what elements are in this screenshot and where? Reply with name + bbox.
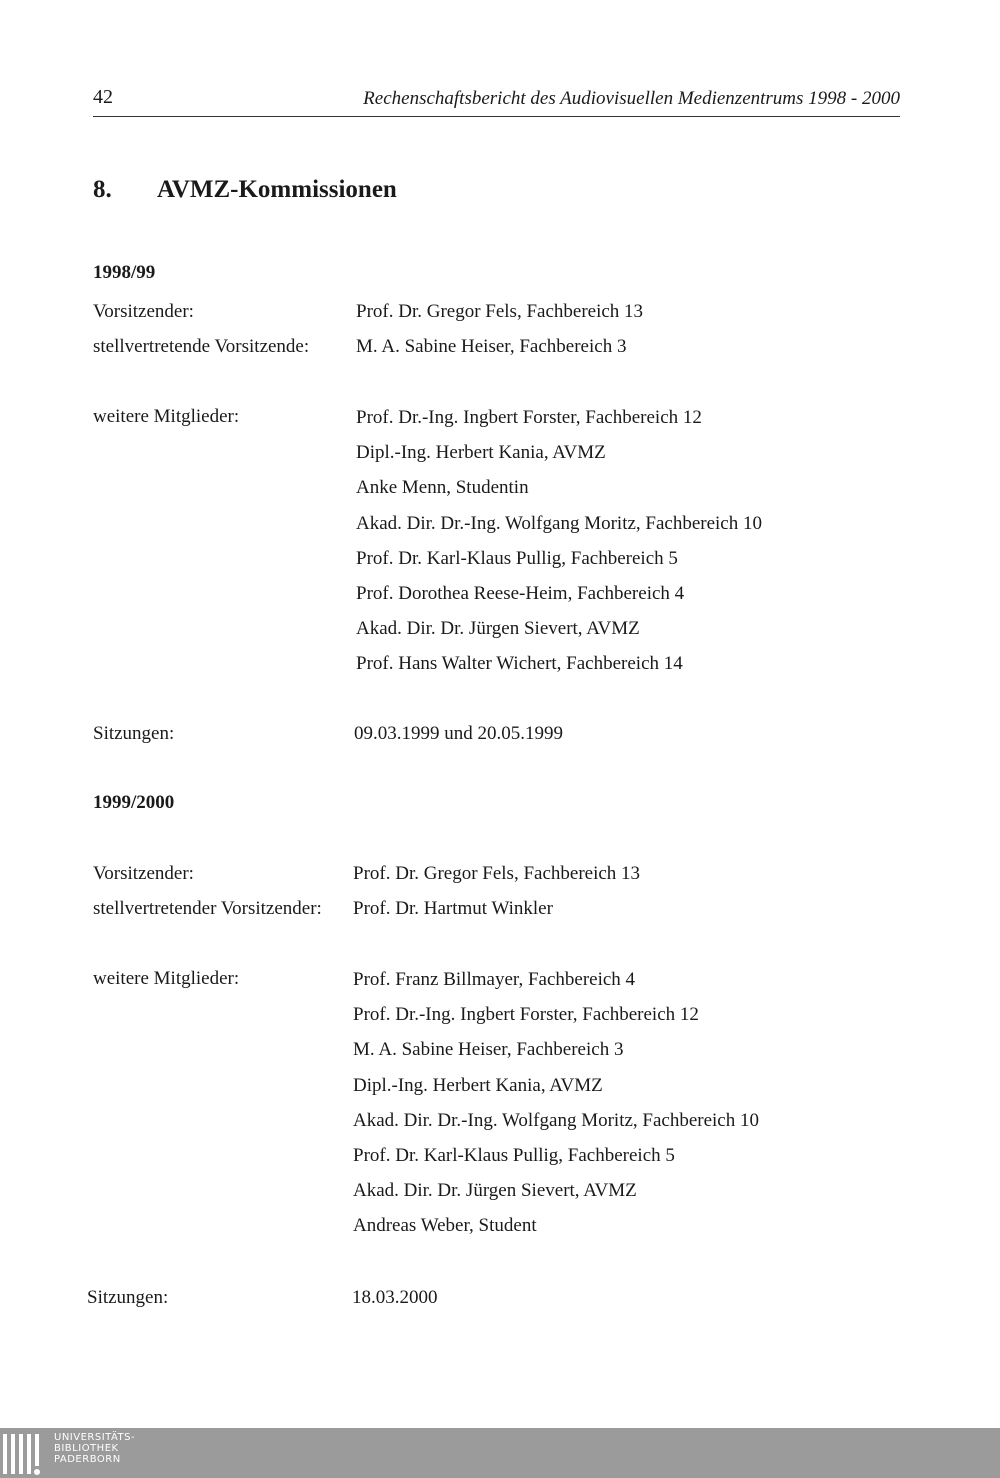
list-item: Prof. Dr. Karl-Klaus Pullig, Fachbereich 5	[356, 547, 678, 569]
year-heading-1999-2000: 1999/2000	[93, 792, 175, 813]
vice-chair-value: Prof. Dr. Hartmut Winkler	[353, 898, 553, 919]
library-logo-icon	[2, 1432, 48, 1476]
section-number: 8.	[93, 176, 112, 203]
logo-line-3: PADERBORN	[54, 1454, 121, 1465]
members-label: weitere Mitglieder:	[93, 406, 240, 427]
running-title: Rechenschaftsbericht des Audiovisuellen Medienzentrums 1998 - 2000	[363, 88, 900, 109]
list-item: Prof. Franz Billmayer, Fachbereich 4	[353, 969, 636, 990]
list-item: Dipl.-Ing. Herbert Kania, AVMZ	[353, 1074, 603, 1096]
list-item: M. A. Sabine Heiser, Fachbereich 3	[353, 1039, 624, 1061]
logo-line-2: BIBLIOTHEK	[54, 1443, 119, 1454]
list-item: Akad. Dir. Dr.-Ing. Wolfgang Moritz, Fachbereich 10	[356, 512, 762, 534]
page-number: 42	[93, 86, 113, 108]
members-label: weitere Mitglieder:	[93, 968, 240, 989]
page-header	[93, 84, 900, 117]
section-heading: AVMZ-Kommissionen	[157, 176, 397, 203]
year-heading-1998-99: 1998/99	[93, 262, 156, 283]
section-title	[93, 176, 397, 204]
list-item: Prof. Dr.-Ing. Ingbert Forster, Fachbereich 12	[353, 1004, 699, 1026]
chair-value: Prof. Dr. Gregor Fels, Fachbereich 13	[353, 863, 641, 884]
chair-label: Vorsitzender:	[93, 301, 194, 322]
sessions-value: 18.03.2000	[352, 1287, 438, 1308]
sessions-label: Sitzungen:	[87, 1287, 169, 1308]
list-item: Prof. Hans Walter Wichert, Fachbereich 14	[356, 653, 683, 675]
logo-line-1: UNIVERSITÄTS-	[54, 1432, 136, 1443]
list-item: Prof. Dorothea Reese-Heim, Fachbereich 4	[356, 582, 685, 604]
library-footer-bar	[0, 1428, 1000, 1478]
list-item: Akad. Dir. Dr.-Ing. Wolfgang Moritz, Fachbereich 10	[353, 1109, 759, 1131]
list-item: Prof. Dr.-Ing. Ingbert Forster, Fachbereich 12	[356, 407, 702, 428]
sessions-value: 09.03.1999 und 20.05.1999	[354, 723, 563, 744]
library-logo-text	[54, 1432, 135, 1465]
list-item: Anke Menn, Studentin	[356, 477, 529, 499]
vice-chair-label: stellvertretender Vorsitzender:	[93, 898, 322, 919]
members-list-1999-2000	[353, 968, 759, 1250]
list-item: Akad. Dir. Dr. Jürgen Sievert, AVMZ	[353, 1180, 637, 1202]
vice-chair-value: M. A. Sabine Heiser, Fachbereich 3	[356, 336, 627, 357]
members-list-1998-99	[356, 406, 762, 688]
list-item: Akad. Dir. Dr. Jürgen Sievert, AVMZ	[356, 618, 640, 640]
chair-label: Vorsitzender:	[93, 863, 194, 884]
list-item: Andreas Weber, Student	[353, 1215, 537, 1237]
vice-chair-label: stellvertretende Vorsitzende:	[93, 336, 310, 357]
sessions-label: Sitzungen:	[93, 723, 175, 744]
list-item: Dipl.-Ing. Herbert Kania, AVMZ	[356, 442, 606, 464]
list-item: Prof. Dr. Karl-Klaus Pullig, Fachbereich 5	[353, 1144, 675, 1166]
chair-value: Prof. Dr. Gregor Fels, Fachbereich 13	[356, 301, 644, 322]
